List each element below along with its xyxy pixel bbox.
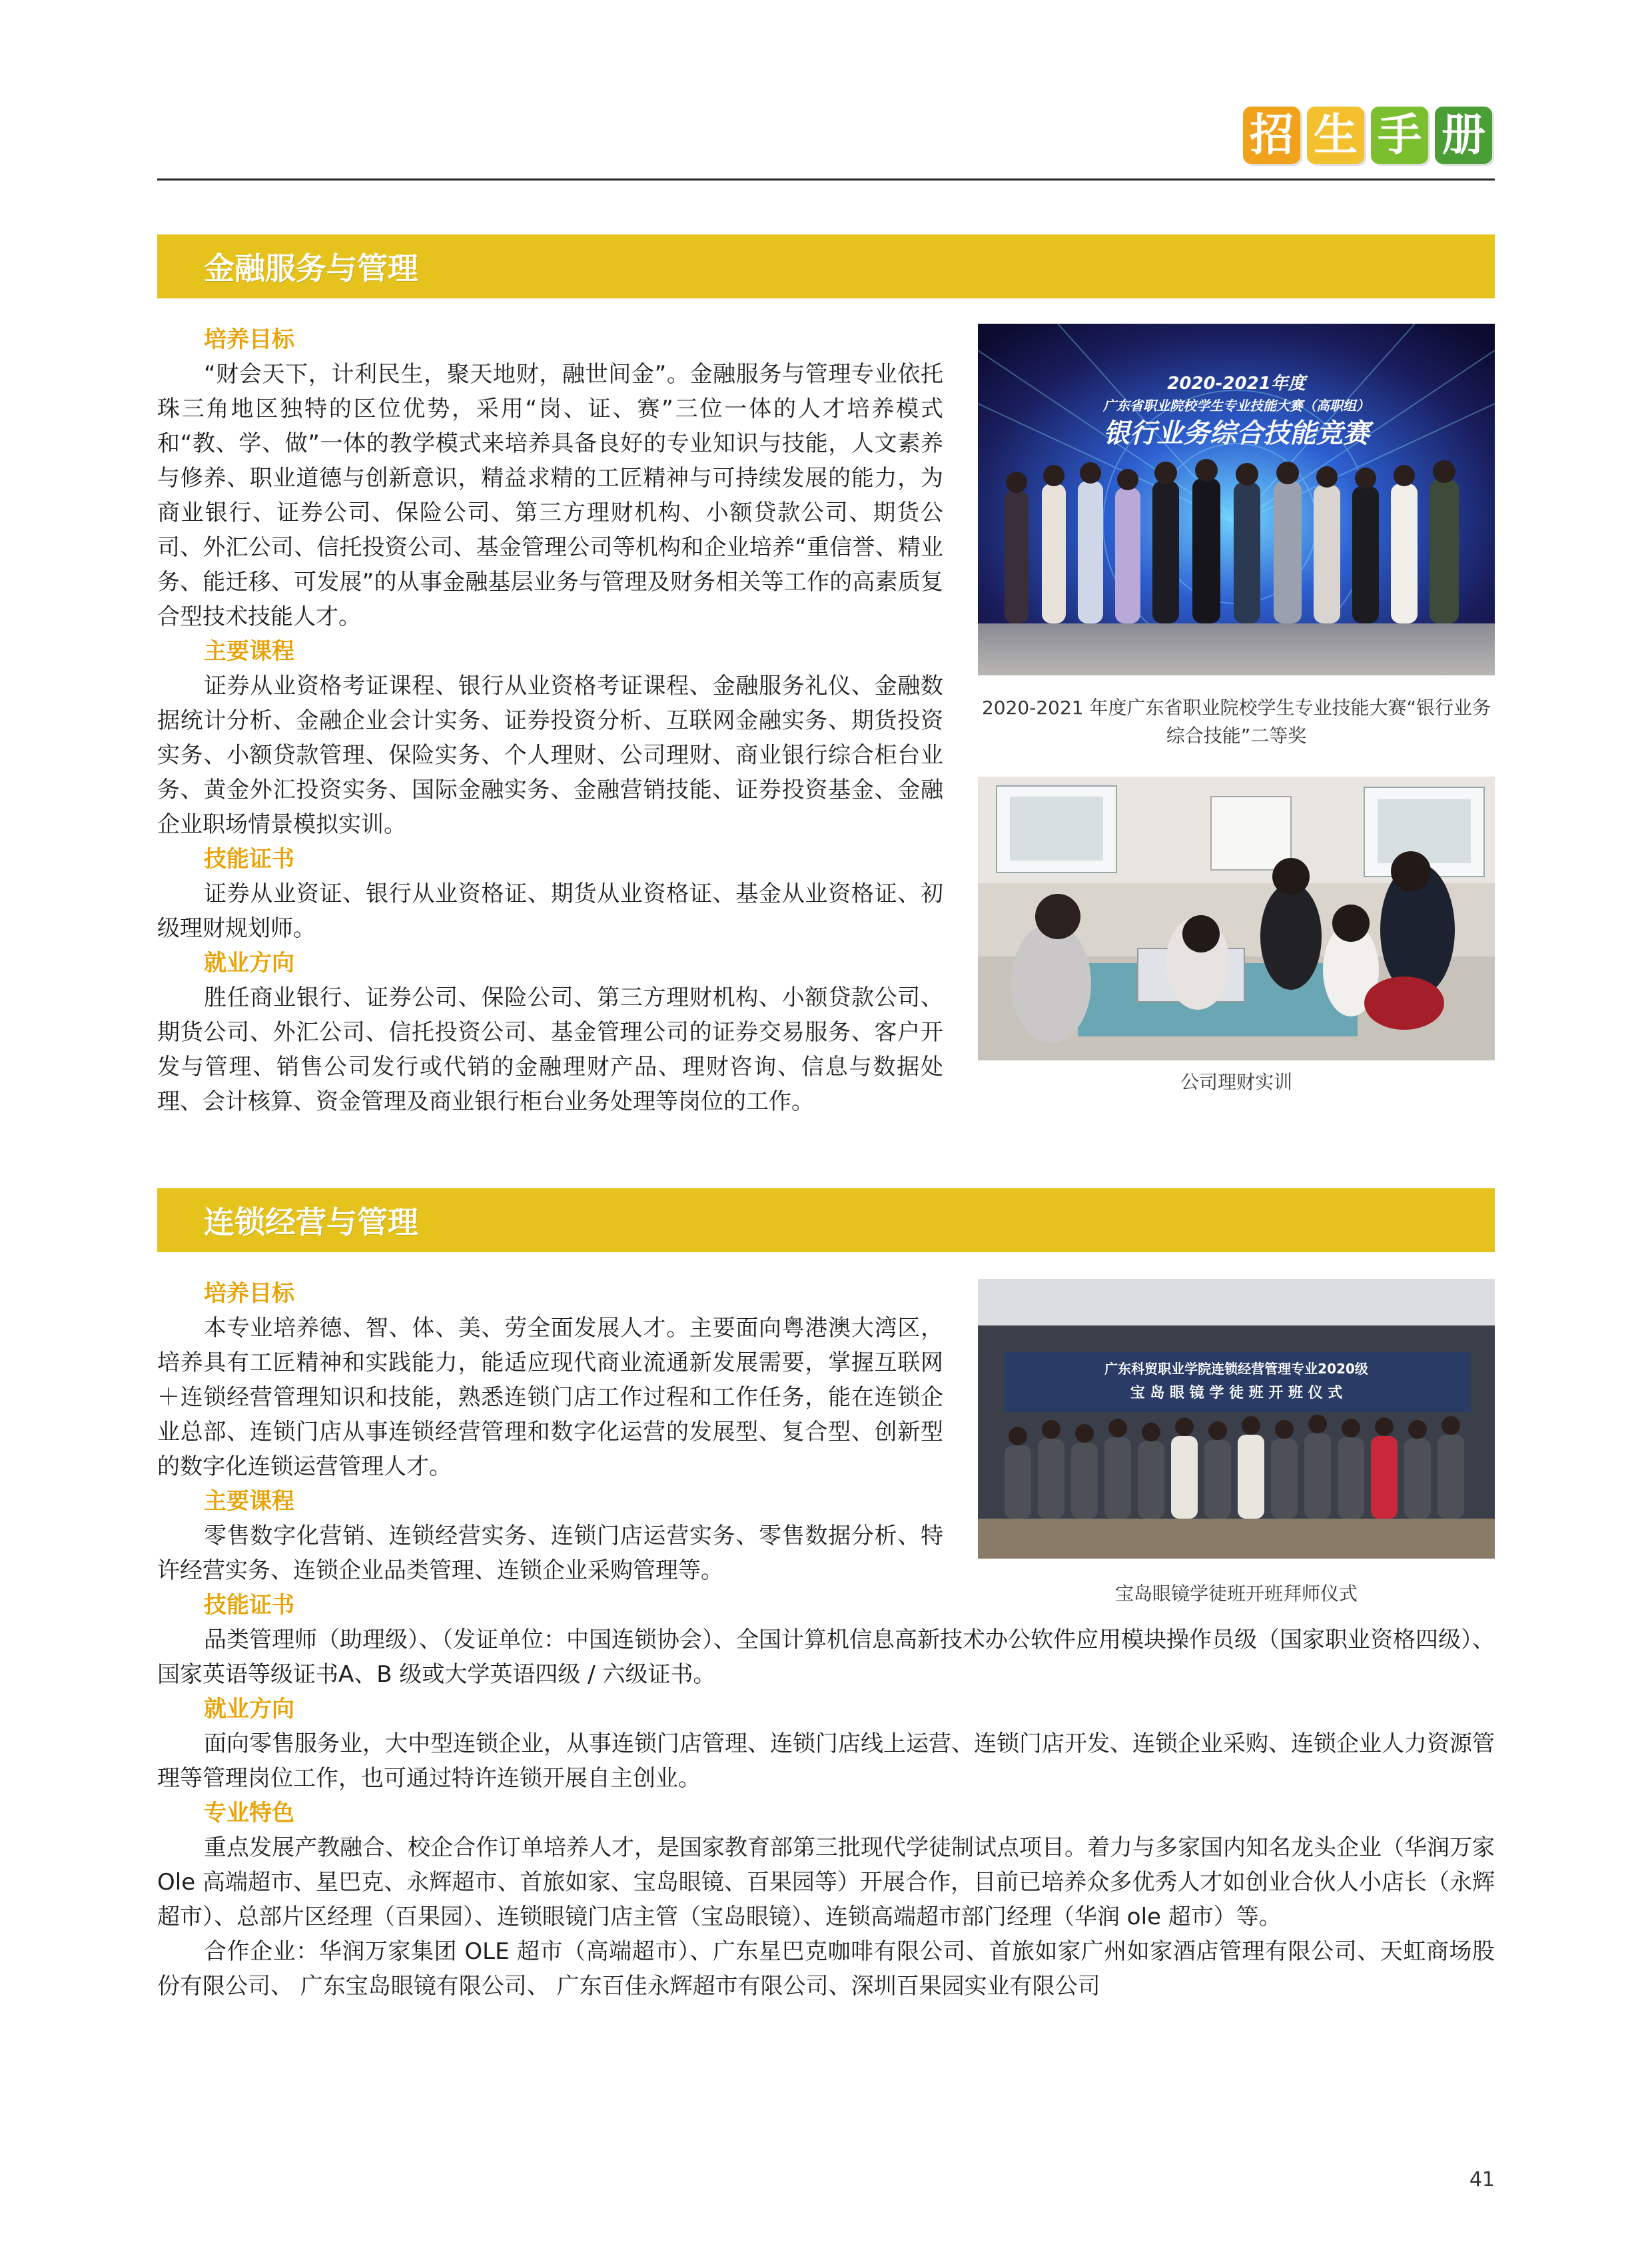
brand-logo — [1243, 107, 1492, 164]
banner-line: 银行业务综合技能竞赛 — [1103, 418, 1370, 449]
paragraph: 证券从业资证、银行从业资格证、期货从业资格证、基金从业资格证、初级理财规划师。 — [157, 881, 943, 942]
header-divider — [157, 179, 1495, 181]
paragraph: 品类管理师（助理级）、（发证单位：中国连锁协会）、全国计算机信息高新技术办公软件应用模块操作员级（国家职业资格四级）、国家英语等级证书A、B 级或大学英语四级 / 六级证书。 — [157, 1627, 1495, 1688]
photo-caption: 宝岛眼镜学徒班开班拜师仪式 — [1114, 1583, 1358, 1605]
sub-heading: 主要课程 — [204, 638, 294, 665]
banner-line: 宝 岛 眼 镜 学 徒 班 开 班 仪 式 — [1130, 1385, 1343, 1401]
section-title-bar — [157, 1188, 1495, 1252]
section-title: 连锁经营与管理 — [204, 1204, 418, 1240]
section-body-wide — [157, 1588, 1495, 2004]
photo-apprentice-ceremony — [978, 1279, 1495, 1559]
paragraph: 重点发展产教融合、校企合作订单培养人才，是国家教育部第三批现代学徒制试点项目。着力与多家国内知名龙头企业（华润万家 Ole 高端超市、星巴克、永辉超市、首旅如家、宝岛眼镜、百果园等）开展合作，目前已培养众多优秀人才如创业合伙人小店长（永辉超市）、总部片区经理（百果园）、连锁眼镜门店主管（宝岛眼镜）、连锁高端超市部门经理（华润 ole 超市）等。 — [157, 1834, 1495, 1930]
banner-line: 广东科贸职业学院连锁经营管理专业2020级 — [1104, 1361, 1368, 1377]
sub-heading: 就业方向 — [204, 950, 294, 976]
banner-line: 2020-2021年度 — [1167, 374, 1306, 394]
brand-char: 招 — [1243, 107, 1300, 164]
page-number: 41 — [1469, 2168, 1495, 2191]
paragraph: 面向零售服务业，大中型连锁企业，从事连锁门店管理、连锁门店线上运营、连锁门店开发、连锁企业采购、连锁企业人力资源管理等管理岗位工作，也可通过特许连锁开展自主创业。 — [157, 1730, 1495, 1792]
sub-heading: 技能证书 — [204, 846, 294, 873]
photo-caption: 2020-2021 年度广东省职业院校学生专业技能大赛“银行业务综合技能”二等奖 — [981, 697, 1491, 747]
section-body — [157, 322, 943, 1119]
sub-heading: 技能证书 — [204, 1592, 294, 1619]
paragraph: 本专业培养德、智、体、美、劳全面发展人才。主要面向粤港澳大湾区，培养具有工匠精神和实践能力，能适应现代商业流通新发展需要，掌握互联网＋连锁经营管理知识和技能，熟悉连锁门店工作过程和工作任务，能在连锁企业总部、连锁门店从事连锁经营管理和数字化运营的发展型、复合型、创新型的数字化连锁运营管理人才。 — [157, 1315, 943, 1480]
photo-caption: 公司理财实训 — [1180, 1071, 1292, 1093]
sub-heading: 主要课程 — [204, 1488, 294, 1515]
paragraph: 合作企业：华润万家集团 OLE 超市（高端超市）、广东星巴克咖啡有限公司、首旅如家广州如家酒店管理有限公司、天虹商场股份有限公司、 广东宝岛眼镜有限公司、 广东百佳永辉超市有限公司、深圳百果园实业有限公司 — [157, 1938, 1495, 2000]
photo-classroom-training — [978, 777, 1495, 1060]
paragraph: 胜任商业银行、证券公司、保险公司、第三方理财机构、小额贷款公司、期货公司、外汇公司、信托投资公司、基金管理公司的证券交易服务、客户开发与管理、销售公司发行或代销的金融理财产品、理财咨询、信息与数据处理、会计核算、资金管理及商业银行柜台业务处理等岗位的工作。 — [157, 984, 943, 1115]
sub-heading: 培养目标 — [204, 326, 294, 353]
brand-char: 手 — [1371, 107, 1428, 164]
photo-competition-award — [978, 324, 1495, 675]
paragraph: 证券从业资格考证课程、银行从业资格考证课程、金融服务礼仪、金融数据统计分析、金融企业会计实务、证券投资分析、互联网金融实务、期货投资实务、小额贷款管理、保险实务、个人理财、公司理财、商业银行综合柜台业务、黄金外汇投资实务、国际金融实务、金融营销技能、证券投资基金、金融企业职场情景模拟实训。 — [157, 673, 943, 838]
sub-heading: 就业方向 — [204, 1696, 294, 1722]
sub-heading: 培养目标 — [204, 1280, 294, 1307]
paragraph: “财会天下，计利民生，聚天地财，融世间金”。金融服务与管理专业依托珠三角地区独特的区位优势，采用“岗、证、赛”三位一体的人才培养模式和“教、学、做”一体的教学模式来培养具备良好的专业知识与技能，人文素养与修养、职业道德与创新意识，精益求精的工匠精神与可持续发展的能力，为商业银行、证券公司、保险公司、第三方理财机构、小额贷款公司、期货公司、外汇公司、信托投资公司、基金管理公司等机构和企业培养“重信誉、精业务、能迁移、可发展”的从事金融基层业务与管理及财务相关等工作的高素质复合型技术技能人才。 — [157, 361, 943, 630]
brand-char: 册 — [1435, 107, 1492, 164]
section-body — [157, 1276, 943, 1588]
section-title: 金融服务与管理 — [204, 250, 418, 286]
paragraph: 零售数字化营销、连锁经营实务、连锁门店运营实务、零售数据分析、特许经营实务、连锁企业品类管理、连锁企业采购管理等。 — [157, 1523, 943, 1584]
sub-heading: 专业特色 — [204, 1800, 294, 1826]
brand-char: 生 — [1307, 107, 1364, 164]
banner-line: 广东省职业院校学生专业技能大赛（高职组） — [1103, 398, 1370, 414]
section-title-bar — [157, 234, 1495, 298]
